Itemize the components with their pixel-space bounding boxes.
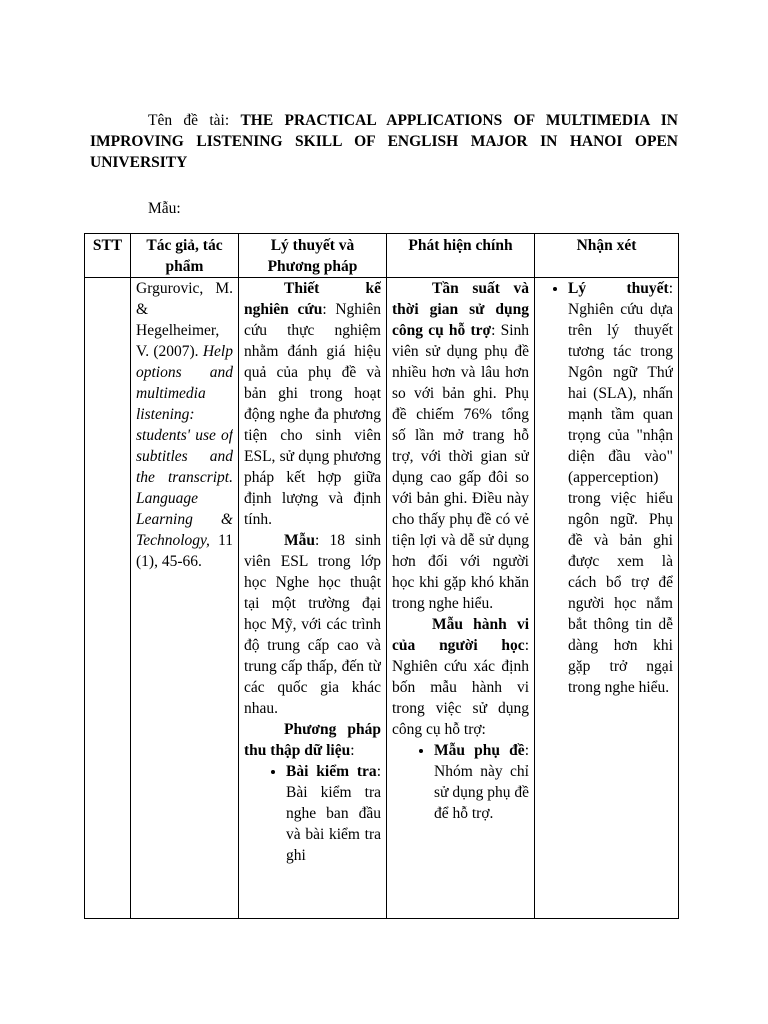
- findings-behavior: Mẫu hành vi của người học: Nghiên cứu xác định bốn mẫu hành vi trong việc sử dụng công cụ hỗ trợ:: [392, 616, 529, 738]
- header-method: Lý thuyết và Phương pháp: [239, 234, 387, 278]
- volume-pages: 11 (1), 45-66.: [136, 532, 233, 570]
- work-title: Help options and multimedia listening: students' use of subtitles and the transcript. Language Learning & Technology,: [136, 343, 233, 549]
- author-citation: Grgurovic, M. & Hegelheimer, V. (2007).: [136, 280, 233, 360]
- cell-author: [131, 278, 239, 919]
- findings-list: [392, 740, 529, 824]
- method-data-collection: Phương pháp thu thập dữ liệu:: [244, 721, 381, 759]
- cell-stt: [85, 278, 131, 919]
- list-item: • Lý thuyết: Nghiên cứu dựa trên lý thuyết tương tác trong Ngôn ngữ Thứ hai (SLA), nhấn mạnh tầm quan trọng của "nhận diện đầu vào" (apperception) trong việc hiểu ngôn ngữ. Phụ đề và bản ghi được xem là cách bổ trợ để người học nắm bắt thông tin dễ dàng hơn khi gặp trở ngại trong nghe hiểu.: [568, 278, 673, 698]
- method-list: [244, 761, 381, 866]
- header-author: Tác giả, tác phẩm: [131, 234, 239, 278]
- table-header-row: [85, 234, 679, 278]
- comments-list: [540, 278, 673, 698]
- method-sample: Mẫu: 18 sinh viên ESL trong lớp học Nghe học thuật tại một trường đại học Mỹ, với các trình độ trung cấp cao và trung cấp thấp, đến từ các quốc gia khác nhau.: [244, 532, 381, 717]
- sample-label: Mẫu:: [148, 200, 181, 217]
- cell-method: [239, 278, 387, 919]
- header-comments: Nhận xét: [535, 234, 679, 278]
- topic-title: THE PRACTICAL APPLICATIONS OF MULTIMEDIA IN IMPROVING LISTENING SKILL OF ENGLISH MAJOR IN HANOI OPEN UNIVERSITY: [90, 112, 678, 171]
- list-item: • Bài kiểm tra: Bài kiểm tra nghe ban đầu và bài kiểm tra ghi: [286, 761, 381, 866]
- literature-review-table: [84, 233, 679, 919]
- list-item: • Mẫu phụ đề: Nhóm này chỉ sử dụng phụ đề để hỗ trợ.: [434, 740, 529, 824]
- topic-label: Tên đề tài:: [148, 112, 230, 129]
- cell-findings: [387, 278, 535, 919]
- topic-title-block: [90, 110, 678, 173]
- header-stt: STT: [85, 234, 131, 278]
- findings-usage: Tần suất và thời gian sử dụng công cụ hỗ trợ: Sinh viên sử dụng phụ đề nhiều hơn và lâu hơn so với bản ghi. Phụ đề chiếm 76% tổng số lần mở trang hỗ trợ, với thời gian sử dụng cao gấp đôi so với bản ghi. Điều này cho thấy phụ đề có vẻ tiện lợi và dễ sử dụng hơn đối với người học khi gặp khó khăn trong nghe hiểu.: [392, 280, 529, 612]
- header-findings: Phát hiện chính: [387, 234, 535, 278]
- method-design: Thiết kế nghiên cứu: Nghiên cứu thực nghiệm nhằm đánh giá hiệu quả của phụ đề và bản ghi trong hoạt động nghe đa phương tiện cho sinh viên ESL, sử dụng phương pháp kết hợp giữa định lượng và định tính.: [244, 280, 381, 528]
- table-row: [85, 278, 679, 919]
- cell-comments: [535, 278, 679, 919]
